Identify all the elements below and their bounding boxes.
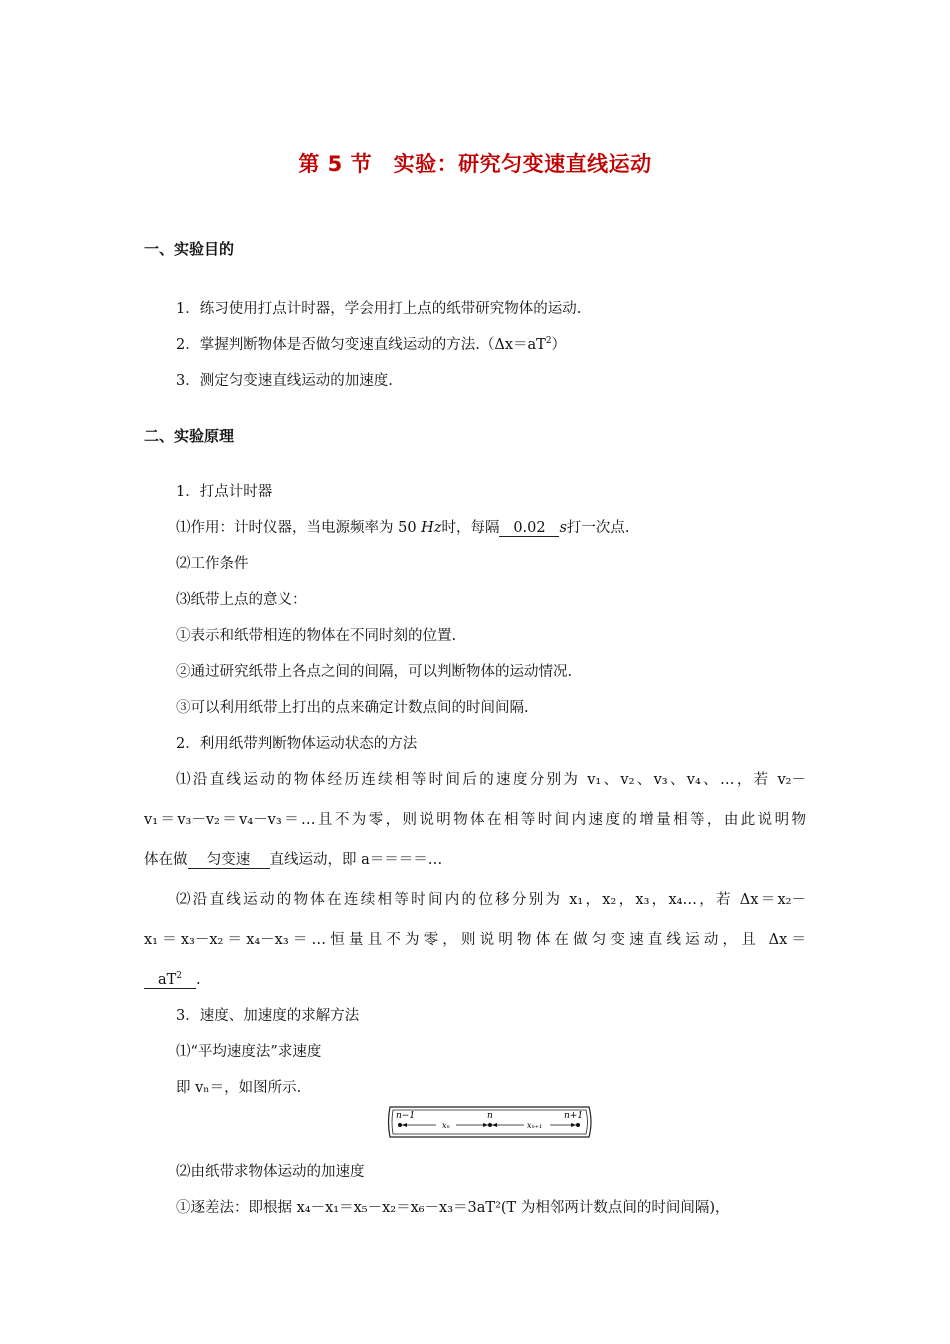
text: 体在做 (144, 852, 188, 868)
fill-blank-period: 0.02 (499, 520, 559, 537)
unit-s: s (559, 520, 567, 536)
page-title: 第 5 节 实验：研究匀变速直线运动 (298, 152, 652, 176)
arrow-head (571, 1123, 576, 1127)
point-label-mid: n (487, 1111, 493, 1121)
method-1-line-2: v₁＝v₃－v₂＝v₄－v₃＝…且不为零，则说明物体在相等时间内速度的增量相等，由此说明物 (144, 812, 806, 828)
tape-dot-left (398, 1123, 402, 1127)
tape-dot-mid (488, 1123, 492, 1127)
arrow-head (483, 1123, 488, 1127)
text: 直线运动，即 a＝＝＝＝… (269, 852, 443, 868)
method-1-line-1: ⑴沿直线运动的物体经历连续相等时间后的速度分别为 v₁、v₂、v₃、v₄、…，若 v₂－ (176, 772, 806, 788)
purpose-item-2-text: 2．掌握判断物体是否做匀变速直线运动的方法.（ (176, 337, 495, 353)
acceleration-method-title: ⑵由纸带求物体运动的加速度 (176, 1164, 365, 1180)
point-label-left: n−1 (396, 1111, 416, 1121)
unit-hz: Hz (421, 520, 442, 536)
principle-item-1-title: 1．打点计时器 (176, 484, 273, 500)
text: ⑴作用：计时仪器，当电源频率为 50 (176, 520, 422, 536)
fill-blank-motion-type: 匀变速 (188, 852, 270, 869)
arrow-head (402, 1123, 407, 1127)
formula-exponent: 2 (176, 971, 183, 981)
purpose-item-3: 3．测定匀变速直线运动的加速度. (176, 373, 393, 389)
period: . (196, 971, 201, 988)
arrow-head (492, 1123, 497, 1127)
principle-item-2-title: 2．利用纸带判断物体运动状态的方法 (176, 736, 418, 752)
velocity-method-text: 即 vₙ＝，如图所示. (176, 1080, 302, 1096)
paren-close: ） (551, 337, 567, 353)
principle-item-3-title: 3．速度、加速度的求解方法 (176, 1008, 360, 1024)
principle-line-function (176, 516, 630, 537)
formula: Δx＝aT (494, 337, 546, 353)
principle-line-conditions: ⑵工作条件 (176, 556, 249, 572)
meaning-item-3: ③可以利用纸带上打出的点来确定计数点间的时间间隔. (176, 700, 529, 716)
formula-exponent: 2 (545, 336, 552, 347)
segment-1-label: xₙ (442, 1121, 450, 1130)
velocity-method-title: ⑴“平均速度法”求速度 (176, 1044, 322, 1060)
tape-diagram (386, 1104, 596, 1140)
formula: aT (157, 971, 177, 988)
purpose-item-2 (176, 333, 566, 354)
principle-line-meaning: ⑶纸带上点的意义： (176, 592, 307, 608)
meaning-item-1: ①表示和纸带相连的物体在不同时刻的位置. (176, 628, 457, 644)
fill-blank-delta-x (144, 968, 196, 989)
method-2-line-1: ⑵沿直线运动的物体在连续相等时间内的位移分别为 x₁，x₂，x₃，x₄…，若 Δx＝x₂－ (176, 892, 806, 908)
purpose-item-1: 1．练习使用打点计时器，学会用打上点的纸带研究物体的运动. (176, 301, 582, 317)
method-1-line-3 (144, 848, 442, 869)
section-heading-principle: 二、实验原理 (144, 427, 235, 445)
method-2-line-2: x₁＝x₃－x₂＝x₄－x₃＝…恒量且不为零，则说明物体在做匀变速直线运动，且 Δx＝ (144, 932, 806, 948)
section-heading-purpose: 一、实验目的 (144, 240, 235, 258)
meaning-item-2: ②通过研究纸带上各点之间的间隔，可以判断物体的运动情况. (176, 664, 573, 680)
acceleration-method-text: ①逐差法：即根据 x₄－x₁＝x₅－x₂＝x₆－x₃＝3aT²(T 为相邻两计数点间的时间间隔)， (176, 1200, 730, 1216)
text: 时，每隔 (441, 520, 500, 536)
method-2-line-3 (144, 968, 201, 989)
segment-2-label: xₙ₊₁ (527, 1121, 543, 1130)
tape-dot-right (576, 1123, 580, 1127)
point-label-right: n+1 (564, 1111, 584, 1121)
text: 打一次点. (566, 520, 630, 536)
